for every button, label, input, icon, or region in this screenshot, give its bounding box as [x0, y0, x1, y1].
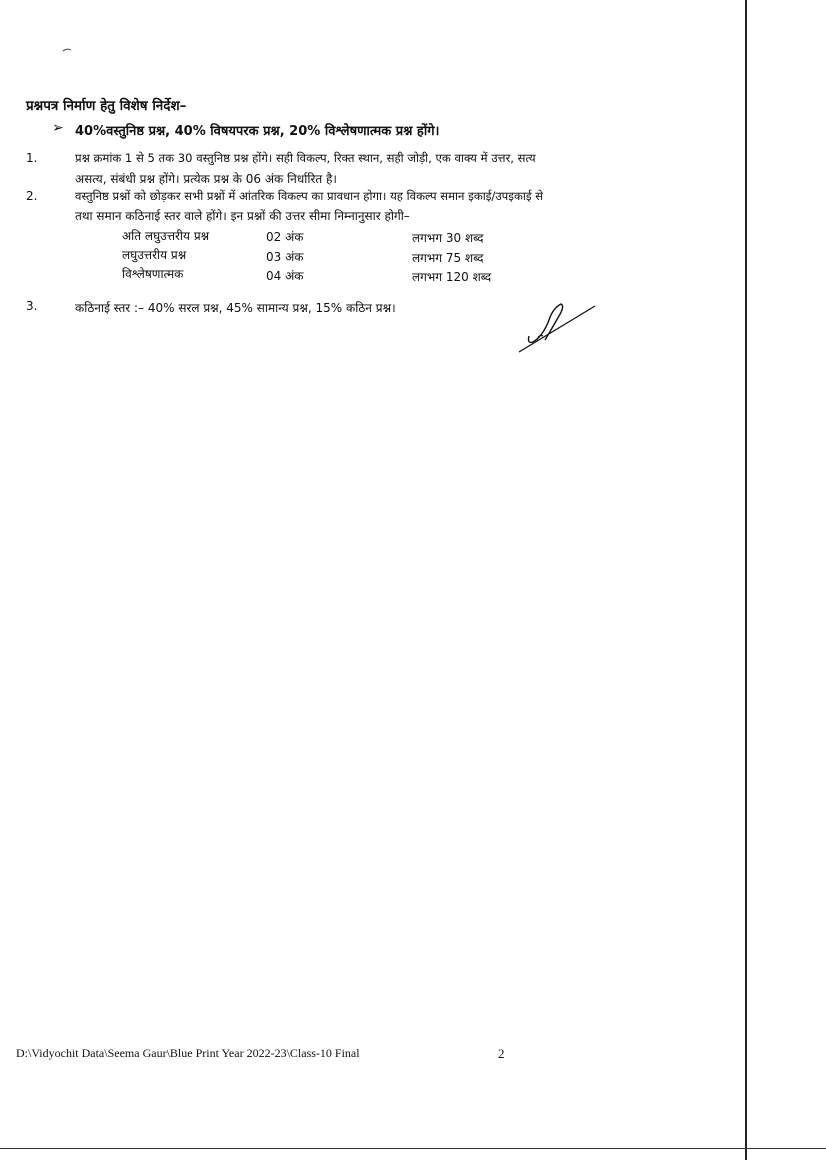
- marks-type-1: अति लघुउत्तरीय प्रश्न: [122, 229, 210, 243]
- marks-limit-3: लगभग 120 शब्द: [412, 270, 492, 284]
- item-1-line-1: प्रश्न क्रमांक 1 से 5 तक 30 वस्तुनिष्ठ प्रश्न होंगे। सही विकल्प, रिक्त स्थान, सही जोड़ी, एक वाक्य में उत्तर, सत्य: [75, 151, 536, 165]
- item-3-line-1: कठिनाई स्तर :– 40% सरल प्रश्न, 45% सामान्य प्रश्न, 15% कठिन प्रश्न।: [75, 301, 396, 315]
- scan-edge-vertical: [745, 0, 747, 1160]
- marks-value-2: 03 अंक: [266, 250, 304, 264]
- marks-limit-1: लगभग 30 शब्द: [412, 231, 484, 245]
- question-distribution-text: 40%वस्तुनिष्ठ प्रश्न, 40% विषयपरक प्रश्न, 20% विश्लेषणात्मक प्रश्न होंगे।: [75, 124, 440, 139]
- scan-speck: [62, 47, 72, 53]
- signature-icon: [515, 300, 597, 356]
- item-2-line-2: तथा समान कठिनाई स्तर वाले होंगे। इन प्रश्नों की उत्तर सीमा निम्नानुसार होगी–: [75, 209, 410, 223]
- marks-type-3: विश्लेषणात्मक: [122, 267, 184, 281]
- item-number-3: 3.: [26, 299, 38, 313]
- marks-value-1: 02 अंक: [266, 230, 304, 244]
- marks-value-3: 04 अंक: [266, 269, 304, 283]
- page-number: 2: [498, 1046, 505, 1061]
- marks-limit-2: लगभग 75 शब्द: [412, 251, 484, 265]
- instructions-heading: प्रश्नपत्र निर्माण हेतु विशेष निर्देश–: [26, 98, 187, 114]
- item-2-line-1: वस्तुनिष्ठ प्रश्नों को छोड़कर सभी प्रश्नों में आंतरिक विकल्प का प्रावधान होगा। यह विकल्प समान इकाई/उपइकाई से: [75, 189, 544, 203]
- item-1-line-2: असत्य, संबंधी प्रश्न होंगे। प्रत्येक प्रश्न के 06 अंक निर्धारित है।: [75, 172, 337, 186]
- marks-type-2: लघुउत्तरीय प्रश्न: [122, 248, 187, 262]
- footer-file-path: D:\Vidyochit Data\Seema Gaur\Blue Print Year 2022-23\Class-10 Final: [16, 1046, 360, 1060]
- scan-edge-horizontal: [0, 1148, 826, 1149]
- item-number-2: 2.: [26, 189, 38, 203]
- item-number-1: 1.: [26, 151, 38, 165]
- arrow-bullet-icon: ➢: [52, 120, 64, 136]
